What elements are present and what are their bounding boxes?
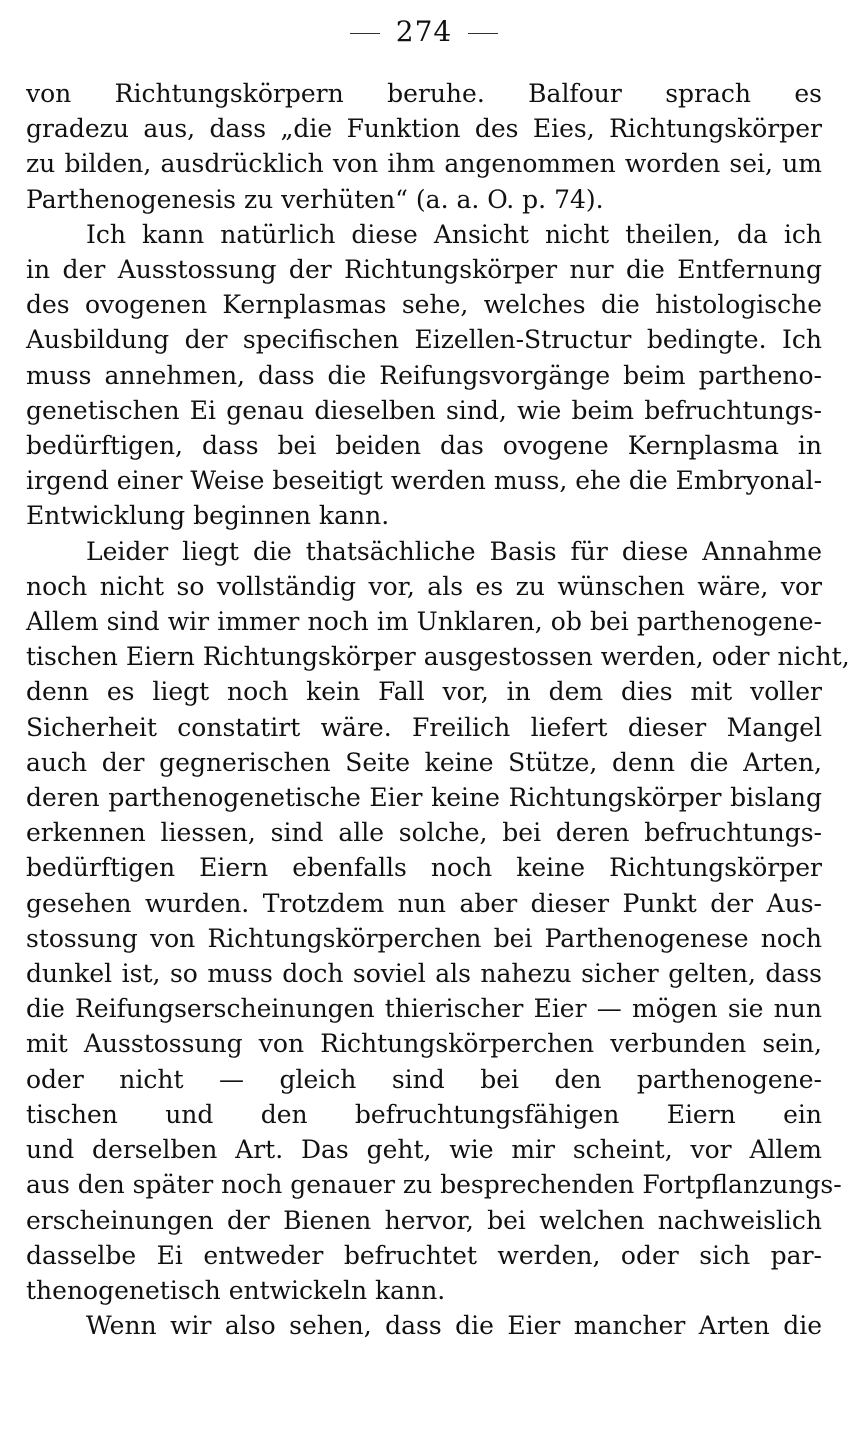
text-line: auch der gegnerischen Seite keine Stütze, denn die Arten,	[26, 747, 822, 777]
text-line: Ausbildung der specifischen Eizellen-Structur bedingte. Ich	[26, 325, 822, 355]
text-line: denn es liegt noch kein Fall vor, in dem dies mit voller	[26, 677, 822, 707]
text-line: dunkel ist, so muss doch soviel als nahezu sicher gelten, dass	[26, 959, 822, 989]
text-line: tischen Eiern Richtungskörper ausgestossen werden, oder nicht,	[26, 642, 850, 672]
paragraph-4	[26, 1308, 822, 1343]
text-line: des ovogenen Kernplasmas sehe, welches die histologische	[26, 290, 822, 320]
text-line: erkennen liessen, sind alle solche, bei deren befruchtungs-	[26, 818, 822, 848]
text-line: oder nicht — gleich sind bei den parthenogene-	[26, 1064, 822, 1094]
book-page	[26, 12, 850, 1343]
text-line: gradezu aus, dass „die Funktion des Eies, Richtungskörper	[26, 114, 822, 144]
text-line: Wenn wir also sehen, dass die Eier mancher Arten die	[86, 1311, 822, 1341]
text-line: Leider liegt die thatsächliche Basis für diese Annahme	[86, 536, 822, 566]
text-line: erscheinungen der Bienen hervor, bei welchen nachweislich	[26, 1205, 822, 1235]
text-line: irgend einer Weise beseitigt werden muss, ehe die Embryonal-	[26, 466, 823, 496]
text-line: muss annehmen, dass die Reifungsvorgänge beim partheno-	[26, 360, 822, 390]
text-line: und derselben Art. Das geht, wie mir scheint, vor Allem	[26, 1135, 822, 1165]
text-line: tischen und den befruchtungsfähigen Eiern ein	[26, 1099, 822, 1129]
text-line: die Reifungserscheinungen thierischer Eier — mögen sie nun	[26, 994, 822, 1024]
text-line: bedürftigen, dass bei beiden das ovogene Kernplasma in	[26, 431, 822, 461]
left-dash	[350, 33, 380, 34]
right-dash	[468, 33, 498, 34]
text-line: bedürftigen Eiern ebenfalls noch keine Richtungskörper	[26, 853, 822, 883]
text-line: stossung von Richtungskörperchen bei Parthenogenese noch	[26, 923, 822, 953]
text-line: gesehen wurden. Trotzdem nun aber dieser Punkt der Aus-	[26, 888, 822, 918]
text-line: Parthenogenesis zu verhüten“ (a. a. O. p. 74).	[26, 184, 604, 214]
text-line: noch nicht so vollständig vor, als es zu wünschen wäre, vor	[26, 571, 822, 601]
page-number: 274	[395, 15, 453, 48]
text-line: mit Ausstossung von Richtungskörperchen verbunden sein,	[26, 1029, 822, 1059]
text-line: Sicherheit constatirt wäre. Freilich liefert dieser Mangel	[26, 712, 822, 742]
page-number-header	[26, 12, 822, 52]
text-line: aus den später noch genauer zu besprechenden Fortpflanzungs-	[26, 1170, 842, 1200]
text-line: genetischen Ei genau dieselben sind, wie beim befruchtungs-	[26, 395, 822, 425]
text-line: Ich kann natürlich diese Ansicht nicht theilen, da ich	[86, 219, 822, 249]
text-line: Allem sind wir immer noch im Unklaren, ob bei parthenogene-	[26, 607, 822, 637]
text-line: dasselbe Ei entweder befruchtet werden, oder sich par-	[26, 1240, 822, 1270]
text-line: thenogenetisch entwickeln kann.	[26, 1275, 446, 1305]
text-line: zu bilden, ausdrücklich von ihm angenommen worden sei, um	[26, 149, 822, 179]
text-line: von Richtungskörpern beruhe. Balfour sprach es	[26, 79, 822, 108]
text-line: Entwicklung beginnen kann.	[26, 501, 390, 531]
paragraph-3	[26, 534, 850, 1308]
paragraph-2	[26, 217, 822, 534]
text-line: deren parthenogenetische Eier keine Richtungskörper bislang	[26, 783, 822, 813]
text-line: in der Ausstossung der Richtungskörper nur die Entfernung	[26, 255, 822, 285]
paragraph-1	[26, 76, 822, 217]
